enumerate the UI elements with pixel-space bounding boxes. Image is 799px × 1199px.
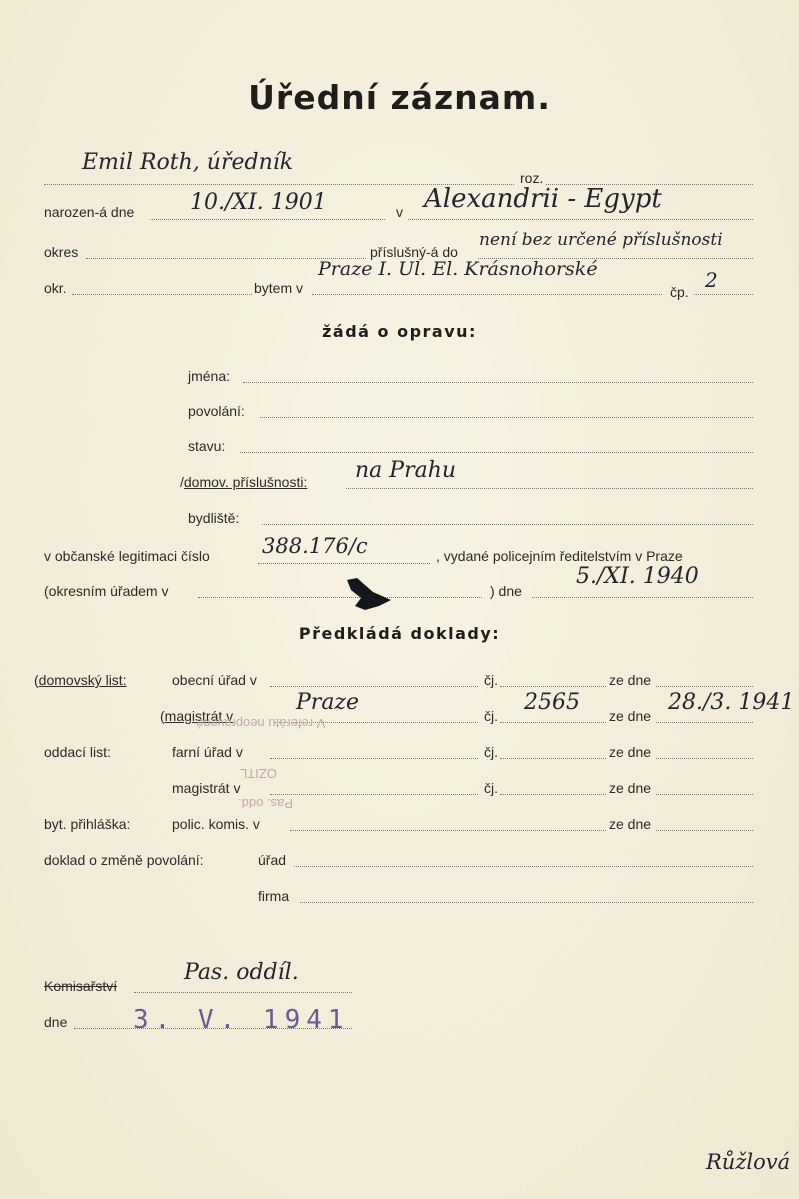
domovsky-label: (domovský list: xyxy=(34,672,127,688)
komisarstvi-label: Komisařství xyxy=(44,978,118,994)
name-occupation-handwriting: Emil Roth, úředník xyxy=(82,150,294,175)
dotline xyxy=(134,992,352,993)
faint-stamp-line: OZITL xyxy=(240,766,277,781)
legitimace-date-handwriting: 5./XI. 1940 xyxy=(576,564,699,589)
cj-label: čj. xyxy=(484,744,498,760)
okr-label: okr. xyxy=(44,280,67,296)
prislusny-label: příslušný-á do xyxy=(370,244,458,260)
dotline xyxy=(500,722,606,723)
date-stamp: 3. V. 1941 xyxy=(133,1005,350,1035)
ink-blot xyxy=(343,576,395,614)
zedne-label: ze dne xyxy=(609,780,652,796)
bytem-handwriting: Praze I. Ul. El. Krásnohorské xyxy=(318,258,598,280)
dotline xyxy=(243,382,753,383)
domov-label-text: domov. příslušnosti: xyxy=(183,474,308,490)
magistrat-cj-handwriting: 2565 xyxy=(524,690,580,715)
dotline xyxy=(260,417,753,418)
bytem-label: bytem v xyxy=(254,280,304,296)
magistrat-label-text: magistrát v xyxy=(164,708,234,724)
dotline xyxy=(656,686,753,687)
okres-label: okres xyxy=(44,244,79,260)
dotline xyxy=(532,597,753,598)
jmena-label: jména: xyxy=(188,368,231,384)
urad-label: úřad xyxy=(258,852,287,868)
zedne-label: ze dne xyxy=(609,708,652,724)
born-date-handwriting: 10./XI. 1901 xyxy=(190,190,327,215)
prislusny-handwriting: není bez určené příslušnosti xyxy=(479,230,723,250)
dotline xyxy=(262,524,753,525)
issued-label: , vydané policejním ředitelstvím v Praze xyxy=(436,548,683,564)
dotline xyxy=(656,758,753,759)
zedne-label: ze dne xyxy=(609,816,652,832)
dotline xyxy=(656,722,753,723)
zedne-label: ze dne xyxy=(609,672,652,688)
dotline xyxy=(312,294,662,295)
dne-label: ) dne xyxy=(490,583,522,599)
dotline xyxy=(270,794,478,795)
dotline xyxy=(408,219,753,220)
stavu-label: stavu: xyxy=(188,438,226,454)
signature-handwriting: Růžlová xyxy=(706,1150,791,1174)
obecni-label: obecní úřad v xyxy=(172,672,257,688)
firma-label: firma xyxy=(258,888,290,904)
magistrat-date-handwriting: 28./3. 1941 xyxy=(668,690,795,715)
cj-label: čj. xyxy=(484,708,498,724)
dotline xyxy=(500,758,606,759)
legitimace-label: v občanské legitimaci číslo xyxy=(44,548,210,564)
oddaci-label: oddací list: xyxy=(44,744,111,760)
dotline xyxy=(346,488,753,489)
domov-label: /domov. příslušnosti: xyxy=(180,474,308,490)
cj-label: čj. xyxy=(484,780,498,796)
born-label: narozen-á dne xyxy=(44,204,135,220)
dotline xyxy=(270,686,478,687)
cp-label: čp. xyxy=(670,284,689,300)
domov-handwriting: na Prahu xyxy=(355,458,457,483)
dotline xyxy=(258,563,430,564)
povolani-label: povolání: xyxy=(188,403,245,419)
dotline xyxy=(500,686,606,687)
dotline xyxy=(72,294,252,295)
in-label: v xyxy=(396,204,403,220)
zedne-label: ze dne xyxy=(609,744,652,760)
dotline xyxy=(656,794,753,795)
farni-label: farní úřad v xyxy=(172,744,243,760)
born-place-handwriting: Alexandrii - Egypt xyxy=(424,184,662,214)
dotline xyxy=(294,866,753,867)
dotline xyxy=(656,830,753,831)
dotline xyxy=(150,219,385,220)
magistrat-label: (magistrát v xyxy=(160,708,234,724)
dotline xyxy=(270,758,478,759)
magistrat2-label: magistrát v xyxy=(172,780,241,796)
magistrat-handwriting: Praze xyxy=(296,690,360,715)
faint-stamp-line: V referátu neopravené xyxy=(196,716,326,731)
komisarstvi-handwriting: Pas. oddíl. xyxy=(184,960,299,985)
bydliste-label: bydliště: xyxy=(188,510,240,526)
dotline xyxy=(500,794,606,795)
domovsky-label-text: domovský list: xyxy=(38,672,127,688)
okresni-label: (okresním úřadem v xyxy=(44,583,169,599)
polic-label: polic. komis. v xyxy=(172,816,260,832)
legitimace-number-handwriting: 388.176/c xyxy=(262,534,368,558)
doklad-label: doklad o změně povolání: xyxy=(44,852,204,868)
dotline xyxy=(300,902,753,903)
zada-heading: žádá o opravu: xyxy=(322,322,477,341)
roz-label: roz. xyxy=(520,170,544,186)
page-title: Úřední záznam. xyxy=(248,78,551,117)
cj-label: čj. xyxy=(484,672,498,688)
byt-label: byt. přihláška: xyxy=(44,816,131,832)
faint-stamp-line: Pas. odd. xyxy=(238,796,293,811)
dotline xyxy=(290,830,606,831)
doklady-heading: Předkládá doklady: xyxy=(298,624,501,643)
dotline xyxy=(240,452,753,453)
cp-handwriting: 2 xyxy=(705,268,718,292)
dotline xyxy=(198,597,482,598)
dotline xyxy=(694,294,753,295)
footer-dne-label: dne xyxy=(44,1014,68,1030)
